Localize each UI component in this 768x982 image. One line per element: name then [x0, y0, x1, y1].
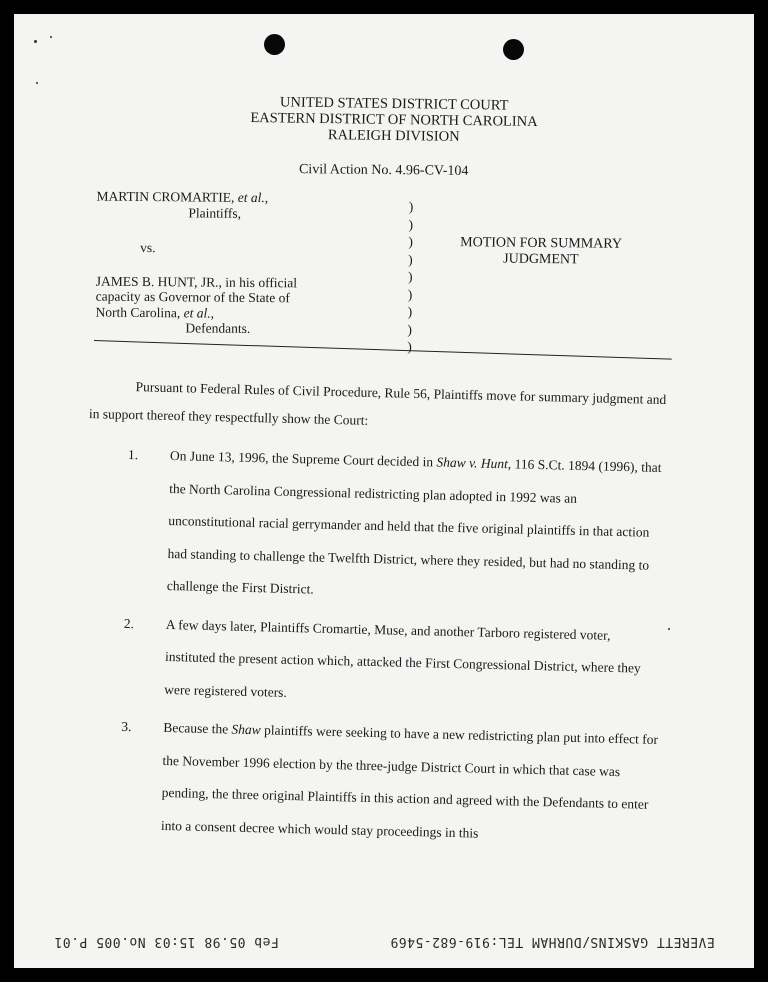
paragraph-number: 1.: [127, 446, 139, 463]
court-name: UNITED STATES DISTRICT COURT: [279, 94, 509, 114]
versus-label: vs.: [140, 239, 156, 256]
caption-paren: ): [407, 268, 413, 285]
paragraph-text: plaintiffs were seeking to have a new redistricting plan put into effect for the November 1996 election by the three-judge District Court in which that case was pending, the three original Plaintiffs in this action and agreed with the Defendants to enter into a consent decree which would stay proceedings in this: [160, 722, 659, 841]
scan-speck: [36, 82, 38, 84]
case-citation: Shaw v. Hunt: [436, 454, 509, 472]
punch-hole: [503, 39, 524, 60]
court-district: EASTERN DISTRICT OF NORTH CAROLINA: [250, 109, 538, 131]
motion-body: [78, 372, 669, 860]
caption-paren: ): [408, 233, 413, 250]
numbered-paragraph-1: [84, 438, 668, 615]
defendant-line-1: JAMES B. HUNT, JR., in his official: [95, 273, 298, 290]
plaintiff-et-al: et al.,: [237, 189, 269, 206]
plaintiff-name: MARTIN CROMARTIE,: [96, 188, 235, 205]
paragraph-number: 2.: [123, 615, 135, 631]
defendant-label: Defendants.: [185, 320, 251, 336]
paragraph-text: , 116 S.Ct. 1894 (1996), that the North Carolina Congressional redistricting plan adopted in 1992 was an unconstitutional racial gerrymander and held that the five original plaintiffs in that action had standing to challenge the Twelfth District, where they resided, but had no standing to challenge the First District.: [166, 456, 662, 597]
paragraph-text: On June 13, 1996, the Supreme Court decided in: [169, 447, 434, 470]
caption-paren: ): [408, 216, 414, 232]
document-page: [14, 14, 754, 968]
motion-title: [446, 235, 636, 269]
numbered-paragraph-2: [82, 606, 664, 718]
caption-paren: ): [407, 286, 413, 302]
scan-speck: [50, 36, 52, 38]
caption-paren: ): [408, 251, 413, 267]
scan-speck: [668, 628, 670, 630]
defendant-state: North Carolina,: [95, 304, 181, 320]
case-citation: Shaw: [231, 721, 261, 738]
intro-paragraph: Pursuant to Federal Rules of Civil Procedure, Rule 56, Plaintiffs move for summary judgment and in support thereof they respectfully show the Court:: [88, 379, 667, 428]
caption-paren: ): [407, 338, 412, 355]
scan-speck: [34, 40, 37, 43]
paragraph-number: 3.: [121, 718, 132, 735]
court-heading: [194, 93, 595, 147]
fax-stamp: Feb 05.98 15:03 No.005 P.01: [54, 934, 279, 949]
caption-divider: [94, 340, 672, 360]
civil-action-number: Civil Action No. 4.96-CV-104: [298, 162, 469, 179]
motion-title-line-1: MOTION FOR SUMMARY: [460, 235, 623, 252]
caption-paren: ): [407, 321, 413, 337]
court-division: RALEIGH DIVISION: [327, 127, 460, 145]
fax-header-line: [14, 922, 754, 962]
defendant-line-3: [96, 304, 416, 322]
caption-paren: ): [407, 303, 413, 320]
paragraph-text: Because the: [163, 719, 229, 737]
numbered-paragraph-3: [79, 710, 662, 854]
punch-hole: [264, 34, 285, 55]
plaintiff-label: Plaintiffs,: [188, 204, 242, 221]
fax-sender: EVERETT GASKINS/DURHAM TEL:919-682-5469: [390, 934, 715, 949]
case-caption: [95, 189, 416, 338]
motion-title-line-2: JUDGMENT: [503, 251, 579, 268]
plaintiff-line: [97, 189, 417, 207]
defendant-line-2: capacity as Governor of the State of: [95, 288, 290, 306]
paragraph-text: A few days later, Plaintiffs Cromartie, Muse, and another Tarboro registered voter, instituted the present action which, attacked the First Congressional District, where they were registered voters.: [164, 616, 641, 700]
caption-paren: ): [408, 198, 414, 215]
defendant-et-al: et al.,: [183, 304, 215, 321]
